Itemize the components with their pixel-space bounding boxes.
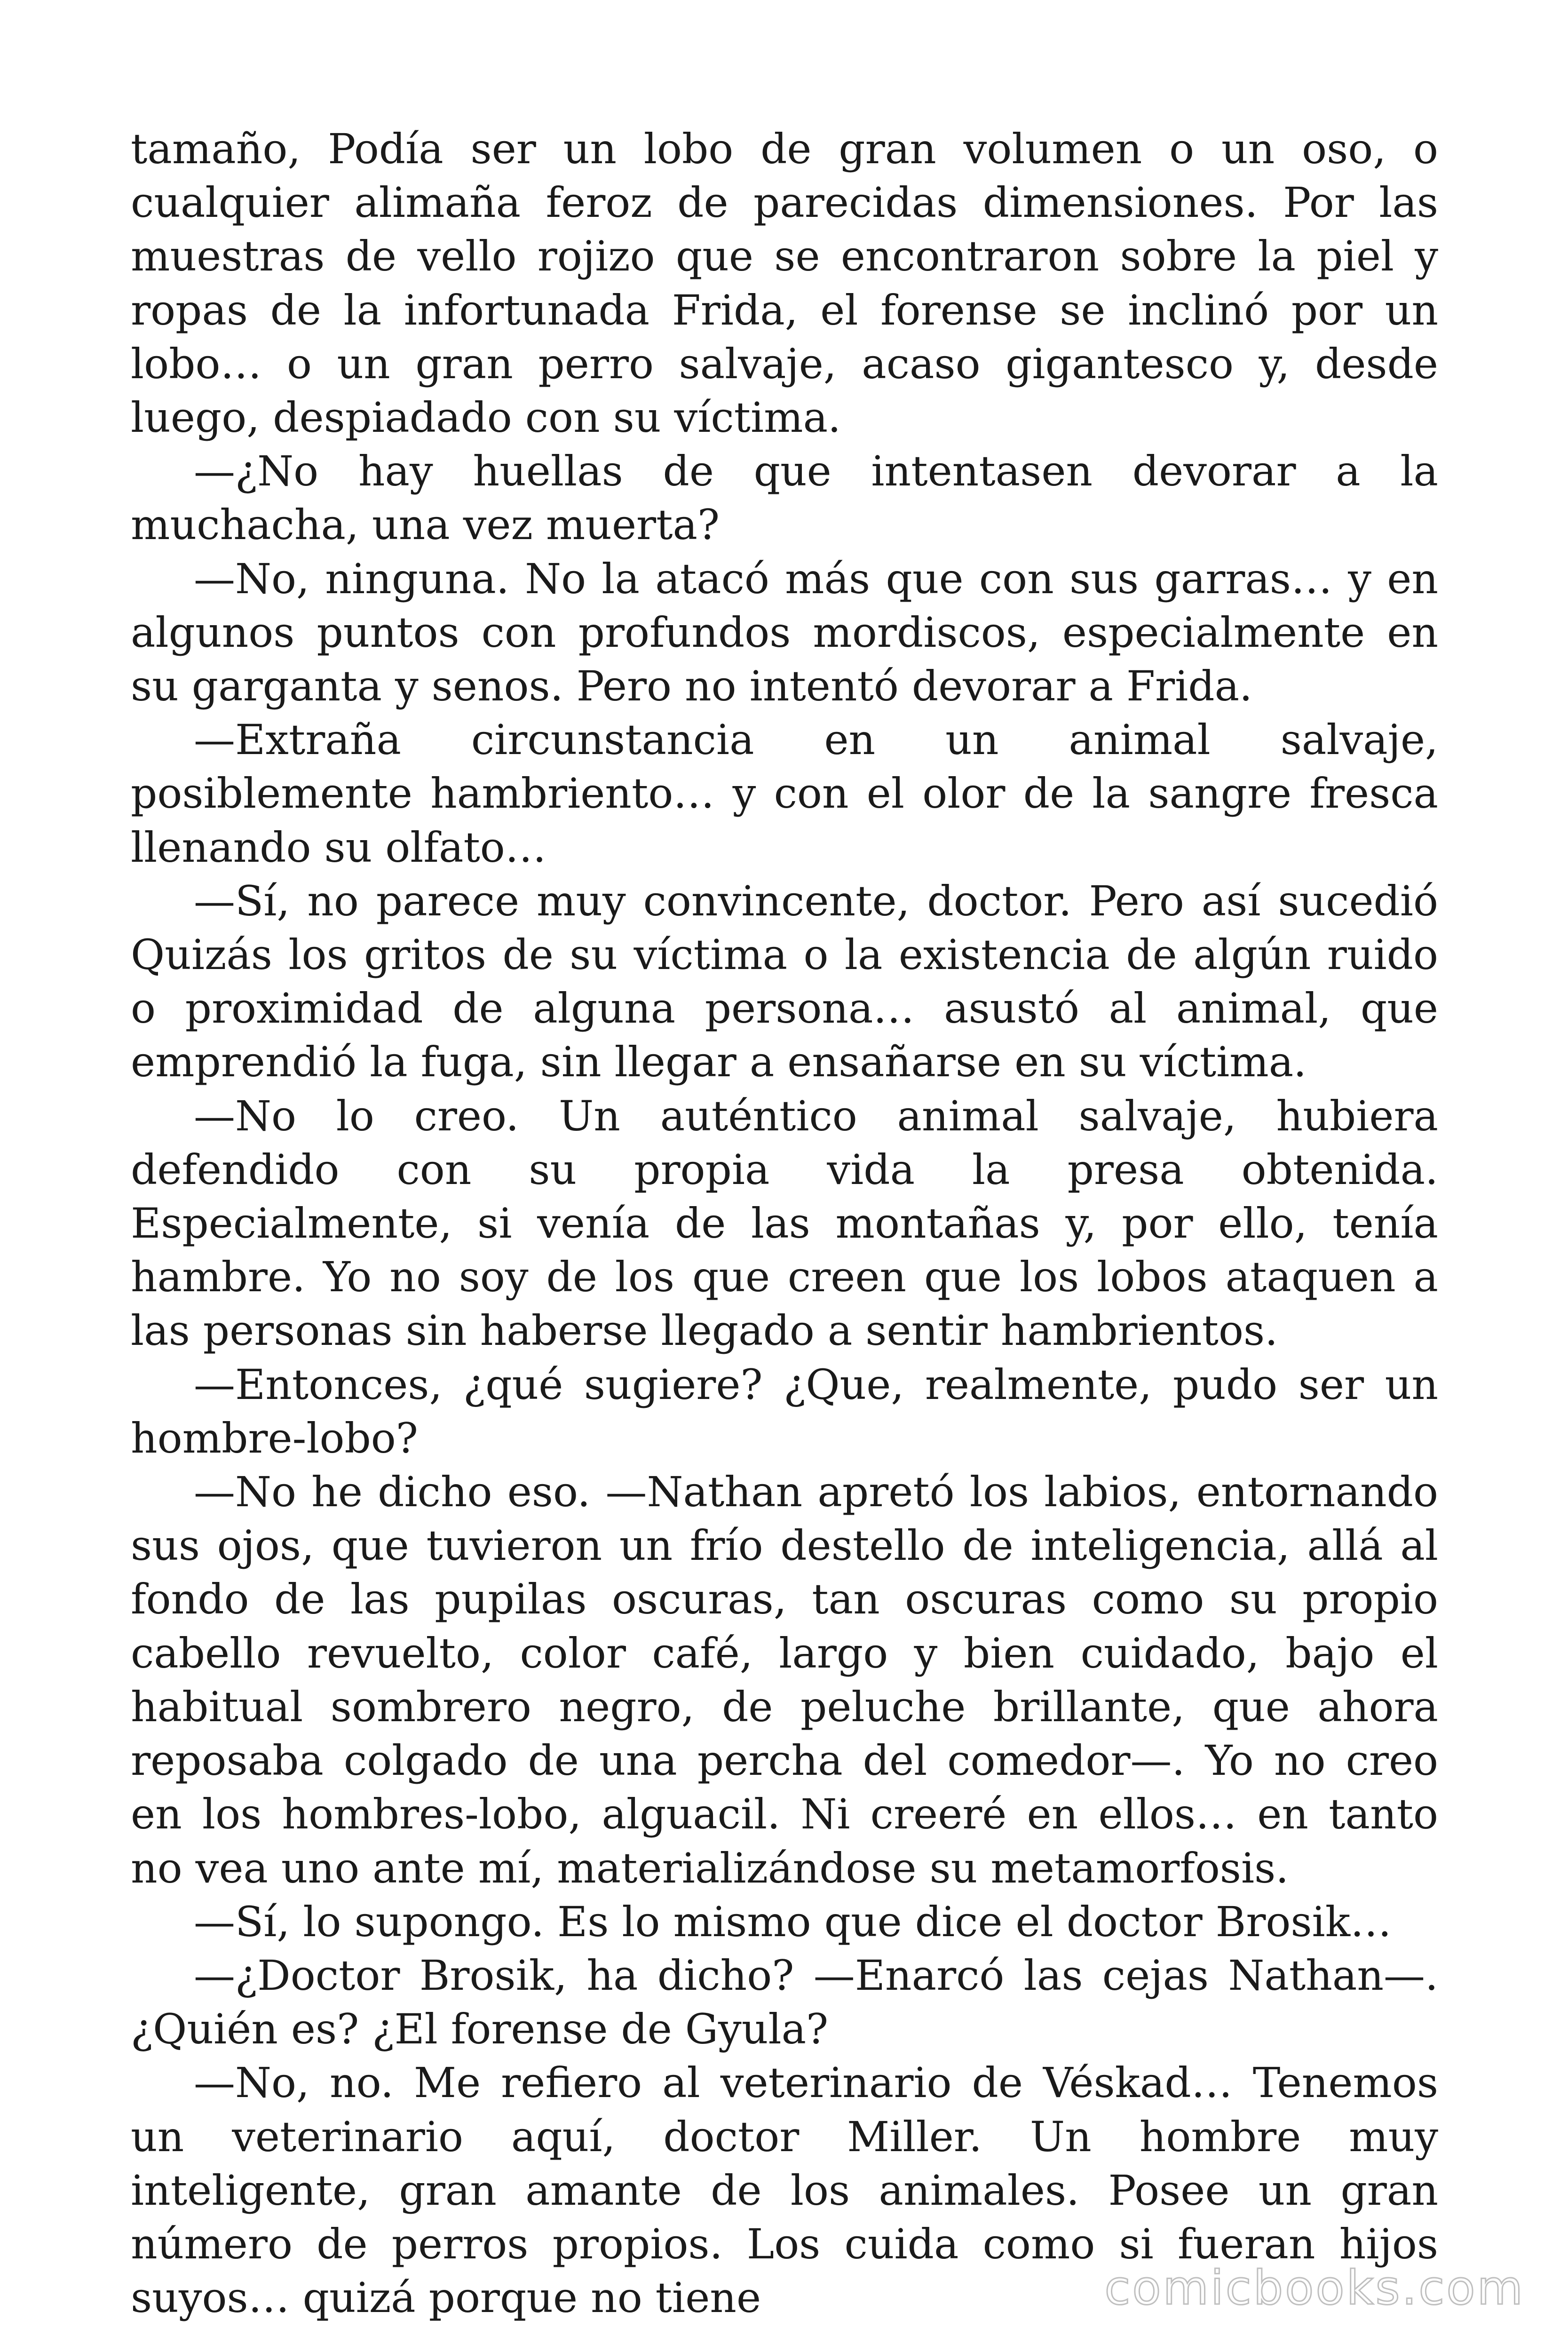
- paragraph: —¿No hay huellas de que intentasen devorar a la muchacha, una vez muerta?: [131, 447, 1438, 549]
- paragraph: —No, ninguna. No la atacó más que con sus garras… y en algunos puntos con profundos mordiscos, especialmente en su garganta y senos. Pero no intentó devorar a Frida.: [131, 554, 1438, 711]
- paragraph: —Extraña circunstancia en un animal salvaje, posiblemente hambriento… y con el olor de la sangre fresca llenando su olfato…: [131, 715, 1438, 872]
- paragraph: —No, no. Me refiero al veterinario de Véskad… Tenemos un veterinario aquí, doctor Miller. Un hombre muy inteligente, gran amante de los animales. Posee un gran número de perros propios. Los cuida como si fueran hijos suyos… quizá porque no tiene: [131, 2058, 1438, 2322]
- paragraph: —Entonces, ¿qué sugiere? ¿Que, realmente, pudo ser un hombre-lobo?: [131, 1360, 1438, 1462]
- paragraph: —No he dicho eso. —Nathan apretó los labios, entornando sus ojos, que tuvieron un frío destello de inteligencia, allá al fondo de las pupilas oscuras, tan oscuras como su propio cabello revuelto, color café, largo y bien cuidado, bajo el habitual sombrero negro, de peluche brillante, que ahora reposaba colgado de una percha del comedor—. Yo no creo en los hombres-lobo, alguacil. Ni creeré en ellos… en tanto no vea uno ante mí, materializándose su metamorfosis.: [131, 1468, 1438, 1892]
- paragraph: —Sí, lo supongo. Es lo mismo que dice el doctor Brosik…: [194, 1897, 1392, 1946]
- paragraph: —Sí, no parece muy convincente, doctor. Pero así sucedió Quizás los gritos de su víctima o la existencia de algún ruido o proximidad de alguna persona… asustó al animal, que emprendió la fuga, sin llegar a ensañarse en su víctima.: [131, 876, 1438, 1087]
- book-page-text: [131, 122, 1438, 2325]
- paragraph: —No lo creo. Un auténtico animal salvaje, hubiera defendido con su propia vida la presa obtenida. Especialmente, si venía de las montañas y, por ello, tenía hambre. Yo no soy de los que creen que los lobos ataquen a las personas sin haberse llegado a sentir hambrientos.: [131, 1091, 1438, 1355]
- paragraph: —¿Doctor Brosik, ha dicho? —Enarcó las cejas Nathan—. ¿Quién es? ¿El forense de Gyula?: [131, 1951, 1438, 2054]
- paragraph: tamaño, Podía ser un lobo de gran volumen o un oso, o cualquier alimaña feroz de parecidas dimensiones. Por las muestras de vello rojizo que se encontraron sobre la piel y ropas de la infortunada Frida, el forense se inclinó por un lobo… o un gran perro salvaje, acaso gigantesco y, desde luego, despiadado con su víctima.: [131, 125, 1438, 442]
- watermark: comicbooks.com: [1104, 2260, 1525, 2315]
